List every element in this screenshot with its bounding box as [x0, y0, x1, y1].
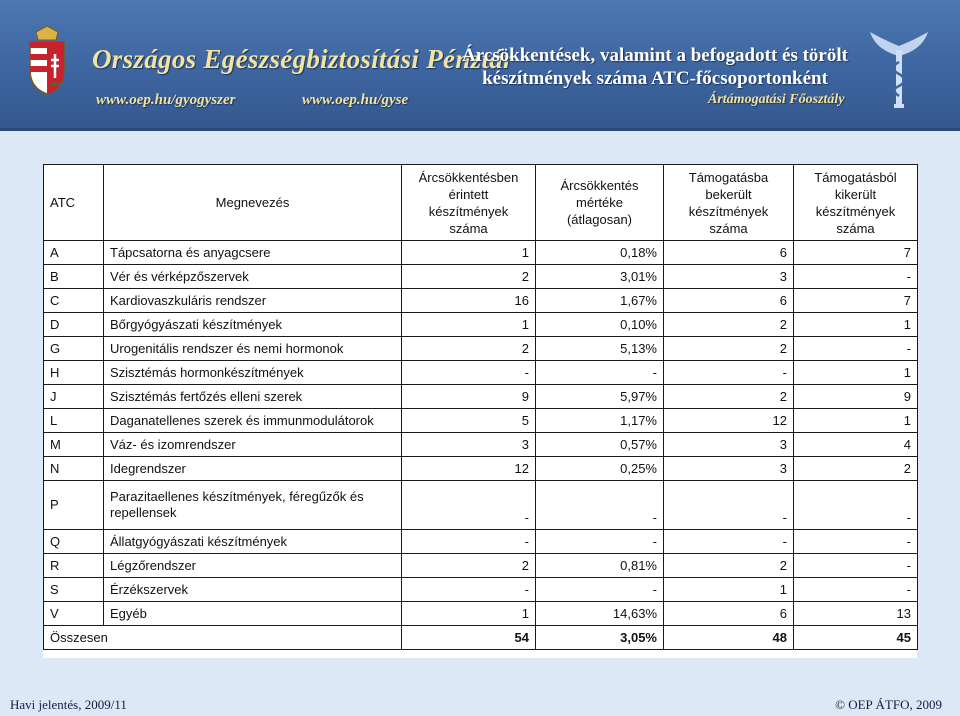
- table-row: [44, 289, 918, 313]
- cell-removed-count: 13: [794, 602, 918, 626]
- header-added-count: Támogatásba bekerült készítmények száma: [664, 165, 794, 241]
- cell-name: Légzőrendszer: [104, 554, 402, 578]
- cell-name: Tápcsatorna és anyagcsere: [104, 241, 402, 265]
- department-label: Ártámogatási Főosztály: [708, 92, 845, 107]
- table-row: [44, 241, 918, 265]
- table-row: [44, 457, 918, 481]
- atc-table: [43, 164, 918, 650]
- cell-price-cut-count: 1: [402, 602, 536, 626]
- cell-price-cut-count: -: [402, 481, 536, 530]
- cell-atc-code: P: [44, 481, 104, 530]
- cell-removed-count: -: [794, 578, 918, 602]
- cell-removed-count: -: [794, 337, 918, 361]
- header-price-cut-count: Árcsökkentésben érintett készítmények száma: [402, 165, 536, 241]
- cell-added-count: 2: [664, 337, 794, 361]
- cell-added-count: -: [664, 361, 794, 385]
- cell-atc-code: N: [44, 457, 104, 481]
- cell-price-cut-avg: 14,63%: [536, 602, 664, 626]
- cell-name: Daganatellenes szerek és immunmodulátorok: [104, 409, 402, 433]
- cell-price-cut-count: 5: [402, 409, 536, 433]
- table-row: [44, 313, 918, 337]
- table-row: [44, 530, 918, 554]
- cell-name: Állatgyógyászati készítmények: [104, 530, 402, 554]
- org-name: Országos Egészségbiztosítási Pénztár: [92, 44, 514, 74]
- cell-price-cut-avg: -: [536, 530, 664, 554]
- total-removed-count: 45: [794, 626, 918, 650]
- url-link-gyse[interactable]: www.oep.hu/gyse: [302, 92, 409, 108]
- cell-atc-code: S: [44, 578, 104, 602]
- cell-removed-count: 1: [794, 409, 918, 433]
- cell-atc-code: L: [44, 409, 104, 433]
- cell-added-count: 3: [664, 433, 794, 457]
- crest-icon: [22, 26, 72, 96]
- cell-atc-code: V: [44, 602, 104, 626]
- cell-price-cut-count: -: [402, 578, 536, 602]
- cell-added-count: 3: [664, 265, 794, 289]
- table-header-row: [44, 165, 918, 241]
- cell-atc-code: D: [44, 313, 104, 337]
- cell-name: Szisztémás hormonkészítmények: [104, 361, 402, 385]
- cell-added-count: -: [664, 530, 794, 554]
- oep-emblem-icon: [864, 26, 934, 112]
- cell-name: Érzékszervek: [104, 578, 402, 602]
- cell-removed-count: 7: [794, 289, 918, 313]
- cell-added-count: 2: [664, 313, 794, 337]
- cell-name: Urogenitális rendszer és nemi hormonok: [104, 337, 402, 361]
- cell-added-count: 6: [664, 602, 794, 626]
- table-row: [44, 602, 918, 626]
- cell-added-count: 1: [664, 578, 794, 602]
- header-banner: [0, 0, 960, 131]
- cell-price-cut-count: -: [402, 361, 536, 385]
- cell-price-cut-count: 2: [402, 554, 536, 578]
- cell-name: Idegrendszer: [104, 457, 402, 481]
- table-row: [44, 578, 918, 602]
- cell-removed-count: -: [794, 554, 918, 578]
- cell-name: Parazitaellenes készítmények, féregűzők és repellensek: [104, 481, 402, 530]
- cell-price-cut-avg: 0,81%: [536, 554, 664, 578]
- cell-removed-count: 1: [794, 361, 918, 385]
- cell-added-count: 6: [664, 289, 794, 313]
- cell-added-count: -: [664, 481, 794, 530]
- table-row: [44, 337, 918, 361]
- cell-removed-count: 1: [794, 313, 918, 337]
- cell-name: Bőrgyógyászati készítmények: [104, 313, 402, 337]
- cell-price-cut-avg: 5,13%: [536, 337, 664, 361]
- cell-atc-code: C: [44, 289, 104, 313]
- table-row: [44, 265, 918, 289]
- cell-removed-count: -: [794, 481, 918, 530]
- cell-added-count: 2: [664, 554, 794, 578]
- cell-removed-count: 7: [794, 241, 918, 265]
- header-removed-count: Támogatásból kikerült készítmények száma: [794, 165, 918, 241]
- cell-price-cut-avg: 0,18%: [536, 241, 664, 265]
- cell-atc-code: J: [44, 385, 104, 409]
- cell-price-cut-count: 2: [402, 265, 536, 289]
- cell-price-cut-avg: 0,10%: [536, 313, 664, 337]
- total-price-cut-avg: 3,05%: [536, 626, 664, 650]
- cell-atc-code: M: [44, 433, 104, 457]
- cell-atc-code: Q: [44, 530, 104, 554]
- cell-price-cut-avg: -: [536, 361, 664, 385]
- cell-atc-code: B: [44, 265, 104, 289]
- cell-removed-count: 9: [794, 385, 918, 409]
- table-row: [44, 481, 918, 530]
- data-table-container: [43, 164, 917, 658]
- cell-added-count: 2: [664, 385, 794, 409]
- cell-price-cut-count: 9: [402, 385, 536, 409]
- cell-price-cut-count: 1: [402, 313, 536, 337]
- footer-report-label: Havi jelentés, 2009/11: [10, 697, 127, 712]
- cell-name: Vér és vérképzőszervek: [104, 265, 402, 289]
- footer-copyright: © OEP ÁTFO, 2009: [835, 697, 942, 712]
- cell-removed-count: -: [794, 265, 918, 289]
- cell-atc-code: G: [44, 337, 104, 361]
- cell-removed-count: -: [794, 530, 918, 554]
- cell-price-cut-count: 1: [402, 241, 536, 265]
- cell-price-cut-count: 16: [402, 289, 536, 313]
- header-price-cut-avg: Árcsökkentés mértéke (átlagosan): [536, 165, 664, 241]
- cell-name: Egyéb: [104, 602, 402, 626]
- cell-added-count: 12: [664, 409, 794, 433]
- url-link-gyogyszer[interactable]: www.oep.hu/gyogyszer: [96, 92, 236, 108]
- table-total-row: [44, 626, 918, 650]
- page-title: Árcsökkentések, valamint a befogadott és törölt készítmények száma ATC-főcsoportonként: [462, 45, 848, 89]
- cell-price-cut-count: 12: [402, 457, 536, 481]
- cell-name: Szisztémás fertőzés elleni szerek: [104, 385, 402, 409]
- cell-price-cut-avg: 5,97%: [536, 385, 664, 409]
- cell-removed-count: 2: [794, 457, 918, 481]
- cell-price-cut-avg: -: [536, 578, 664, 602]
- total-added-count: 48: [664, 626, 794, 650]
- total-label: Összesen: [44, 626, 402, 650]
- cell-atc-code: R: [44, 554, 104, 578]
- cell-name: Kardiovaszkuláris rendszer: [104, 289, 402, 313]
- cell-added-count: 3: [664, 457, 794, 481]
- cell-price-cut-count: 2: [402, 337, 536, 361]
- cell-atc-code: A: [44, 241, 104, 265]
- cell-price-cut-avg: -: [536, 481, 664, 530]
- cell-price-cut-avg: 0,57%: [536, 433, 664, 457]
- cell-price-cut-avg: 0,25%: [536, 457, 664, 481]
- cell-price-cut-avg: 1,67%: [536, 289, 664, 313]
- table-row: [44, 433, 918, 457]
- header-name: Megnevezés: [104, 165, 402, 241]
- table-row: [44, 361, 918, 385]
- cell-price-cut-avg: 3,01%: [536, 265, 664, 289]
- cell-atc-code: H: [44, 361, 104, 385]
- header-atc: ATC: [44, 165, 104, 241]
- cell-price-cut-count: -: [402, 530, 536, 554]
- cell-price-cut-avg: 1,17%: [536, 409, 664, 433]
- table-row: [44, 409, 918, 433]
- total-price-cut-count: 54: [402, 626, 536, 650]
- cell-added-count: 6: [664, 241, 794, 265]
- table-row: [44, 385, 918, 409]
- cell-price-cut-count: 3: [402, 433, 536, 457]
- cell-removed-count: 4: [794, 433, 918, 457]
- cell-name: Váz- és izomrendszer: [104, 433, 402, 457]
- table-row: [44, 554, 918, 578]
